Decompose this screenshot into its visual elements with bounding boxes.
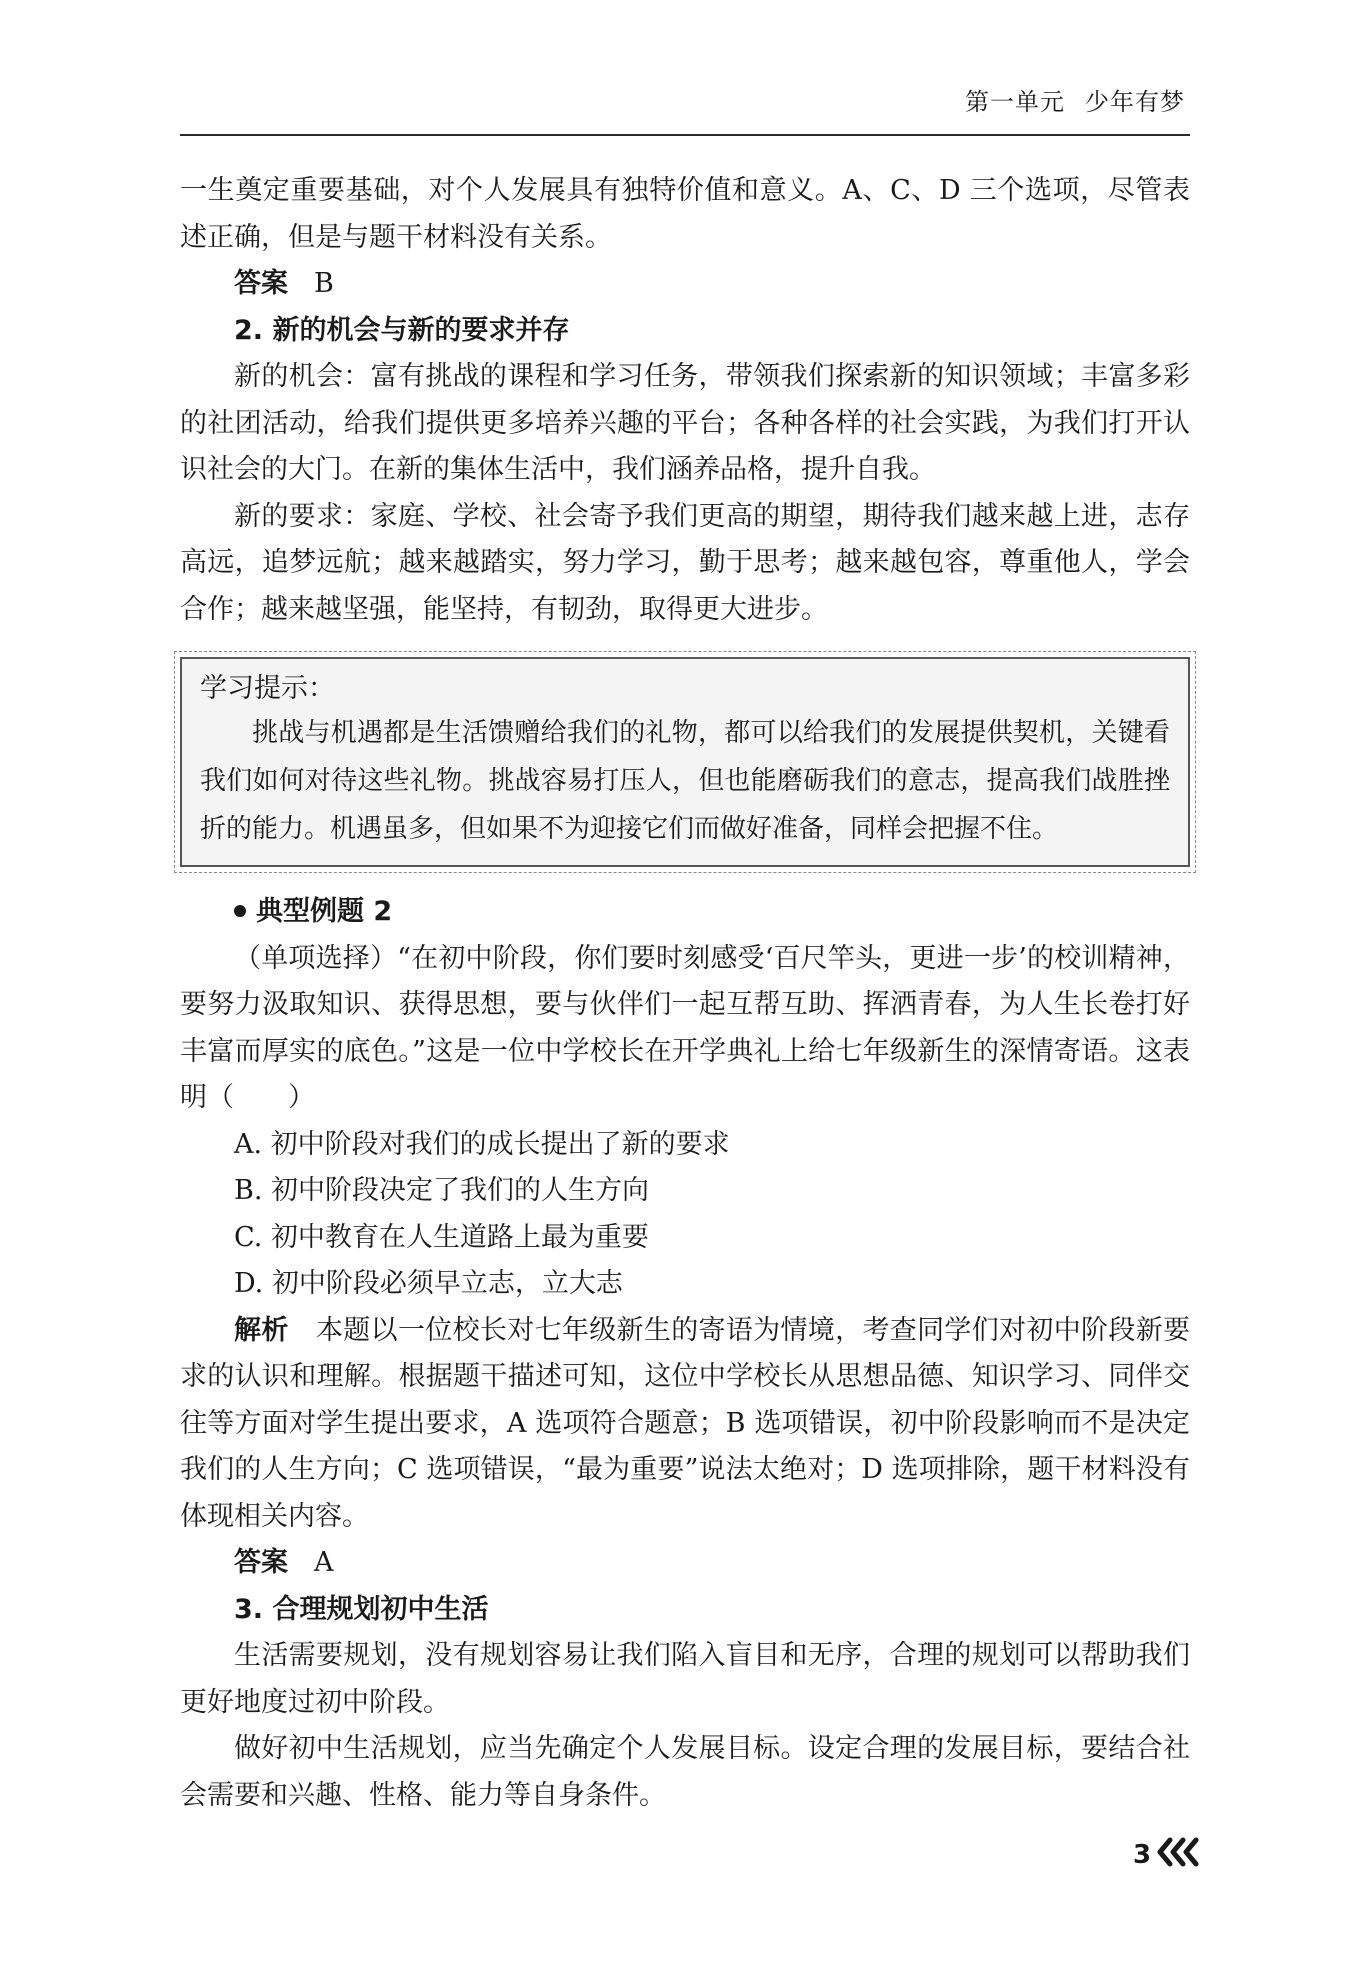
analysis-label: 解析 xyxy=(234,1314,289,1346)
section-3-heading: 3. 合理规划初中生活 xyxy=(234,1593,489,1625)
header-divider xyxy=(180,134,1190,136)
answer-value: B xyxy=(314,268,334,299)
section-3-para-2: 做好初中生活规划，应当先确定个人发展目标。设定合理的发展目标，要结合社会需要和兴趣、性格、能力等自身条件。 xyxy=(180,1733,1190,1811)
example-title-text: 典型例题 2 xyxy=(256,896,393,927)
section-3-para-1: 生活需要规划，没有规划容易让我们陷入盲目和无序，合理的规划可以帮助我们更好地度过初中阶段。 xyxy=(180,1640,1190,1718)
section-2-heading: 2. 新的机会与新的要求并存 xyxy=(234,314,570,346)
analysis-paragraph xyxy=(180,1308,1190,1541)
answer-value: A xyxy=(314,1547,334,1578)
answer-line-2 xyxy=(180,1540,1190,1587)
example-question: （单项选择）“在初中阶段，你们要时刻感受‘百尺竿头，更进一步’的校训精神，要努力汲取知识、获得思想，要与伙伴们一起互帮互助、挥洒青春，为人生长卷打好丰富而厚实的底色。”这是一位中学校长在开学典礼上给七年级新生的深情寄语。这表明（ ） xyxy=(180,942,1190,1113)
option-d: D. 初中阶段必须早立志，立大志 xyxy=(234,1268,623,1299)
analysis-text: 本题以一位校长对七年级新生的寄语为情境，考查同学们对初中阶段新要求的认识和理解。根据题干描述可知，这位中学校长从思想品德、知识学习、同伴交往等方面对学生提出要求，A 选项符合题意；B 选项错误，初中阶段影响而不是决定我们的人生方向；C 选项错误，“最为重要”说法太绝对；D 选项排除，题干材料没有体现相关内容。 xyxy=(180,1314,1191,1532)
unit-label: 第一单元 xyxy=(965,88,1065,116)
section-2-requirements: 新的要求：家庭、学校、社会寄予我们更高的期望，期待我们越来越上进，志存高远，追梦远航；越来越踏实，努力学习，勤于思考；越来越包容，尊重他人，学会合作；越来越坚强，能坚持，有韧劲，取得更大进步。 xyxy=(180,500,1190,625)
bullet-icon xyxy=(234,905,246,917)
page-arrows-icon xyxy=(1156,1836,1202,1868)
option-a: A. 初中阶段对我们的成长提出了新的要求 xyxy=(234,1128,730,1160)
option-b: B. 初中阶段决定了我们的人生方向 xyxy=(234,1175,650,1206)
page-body xyxy=(180,168,1190,1819)
option-c: C. 初中教育在人生道路上最为重要 xyxy=(234,1221,649,1253)
study-tip-box xyxy=(180,657,1190,867)
page-number: 3 xyxy=(1133,1840,1152,1870)
answer-label: 答案 xyxy=(234,268,288,299)
answer-line-1 xyxy=(180,261,1190,308)
section-2-opportunities: 新的机会：富有挑战的课程和学习任务，带领我们探索新的知识领域；丰富多彩的社团活动，给我们提供更多培养兴趣的平台；各种各样的社会实践，为我们打开认识社会的大门。在新的集体生活中，我们涵养品格，提升自我。 xyxy=(180,361,1190,485)
study-tip-title: 学习提示： xyxy=(200,673,335,704)
unit-title: 少年有梦 xyxy=(1085,88,1185,116)
example-title xyxy=(180,889,1190,936)
study-tip-body: 挑战与机遇都是生活馈赠给我们的礼物，都可以给我们的发展提供契机，关键看我们如何对待这些礼物。挑战容易打压人，但也能磨砺我们的意志，提高我们战胜挫折的能力。机遇虽多，但如果不为迎接它们而做好准备，同样会把握不住。 xyxy=(200,718,1170,844)
running-header xyxy=(965,82,1185,117)
intro-paragraph: 一生奠定重要基础，对个人发展具有独特价值和意义。A、C、D 三个选项，尽管表述正确，但是与题干材料没有关系。 xyxy=(180,175,1190,253)
answer-label: 答案 xyxy=(234,1547,288,1578)
